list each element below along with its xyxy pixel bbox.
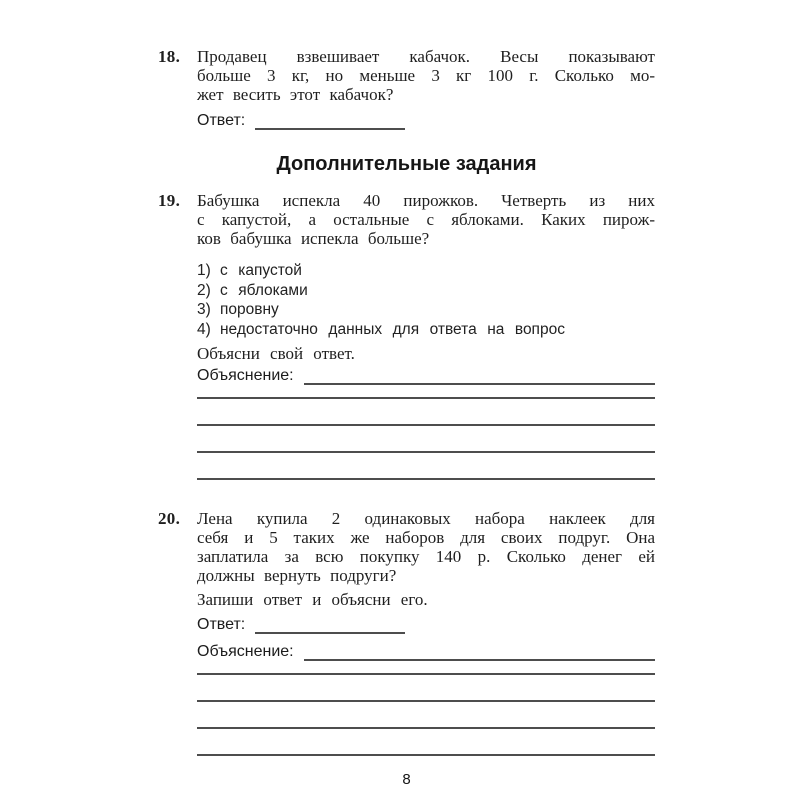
problem-text-line: себя и 5 таких же наборов для своих подруг. Она <box>197 528 655 547</box>
write-line <box>197 385 655 399</box>
problem-text-line: с капустой, а остальные с яблоками. Каких пирож- <box>197 210 655 229</box>
problem-19-options <box>197 261 655 339</box>
answer-write-line <box>255 114 405 130</box>
problem-18-paragraph <box>158 47 655 104</box>
explanation-label: Объяснение: <box>197 643 294 660</box>
problem-text-line: Бабушка испекла 40 пирожков. Четверть из них <box>197 191 655 210</box>
problem-text-line: жет весить этот кабачок? <box>197 85 394 104</box>
problem-20-explanation-row <box>197 642 655 661</box>
option-row <box>197 281 655 301</box>
problem-text-line: Лена купила 2 одинаковых набора наклеек для <box>197 509 655 528</box>
option-number: 3) <box>197 301 211 318</box>
option-row <box>197 300 655 320</box>
option-row <box>197 261 655 281</box>
option-text: недостаточно данных для ответа на вопрос <box>220 320 565 338</box>
problem-18-answer-row <box>197 111 655 130</box>
problem-20-write-lines <box>197 661 655 756</box>
explanation-label: Объяснение: <box>197 367 294 384</box>
answer-write-line <box>255 618 405 634</box>
write-line <box>197 675 655 702</box>
problem-18 <box>158 47 655 130</box>
write-line <box>197 702 655 729</box>
problem-20-answer-row <box>197 615 655 634</box>
answer-label: Ответ: <box>197 616 246 633</box>
problem-20-number: 20. <box>158 509 181 528</box>
option-text: с капустой <box>220 262 302 279</box>
section-title: Дополнительные задания <box>276 153 537 175</box>
problem-20 <box>158 509 655 756</box>
explanation-write-line <box>304 369 655 385</box>
option-number: 1) <box>197 262 211 279</box>
write-line <box>197 729 655 756</box>
problem-19-write-lines <box>197 385 655 480</box>
option-row <box>197 320 655 340</box>
write-line <box>197 426 655 453</box>
option-text: поровну <box>220 301 279 318</box>
answer-label: Ответ: <box>197 112 246 129</box>
problem-text-line: должны вернуть подруги? <box>197 566 397 585</box>
write-line <box>197 661 655 675</box>
explanation-write-line <box>304 645 655 661</box>
problem-text-line: Продавец взвешивает кабачок. Весы показывают <box>197 47 655 66</box>
problem-20-instruction: Запиши ответ и объясни его. <box>197 590 428 609</box>
option-number: 4) <box>197 320 211 338</box>
page-number: 8 <box>402 771 411 788</box>
write-line <box>197 399 655 426</box>
page-content <box>158 47 655 789</box>
write-line <box>197 453 655 480</box>
problem-18-number: 18. <box>158 47 181 66</box>
problem-19-explanation-row <box>197 366 655 385</box>
problem-19-number: 19. <box>158 191 181 210</box>
option-text: с яблоками <box>220 281 308 299</box>
problem-text-line: ков бабушка испекла больше? <box>197 229 430 248</box>
problem-18-text <box>197 47 655 104</box>
problem-text-line: больше 3 кг, но меньше 3 кг 100 г. Сколько мо- <box>197 66 655 85</box>
problem-19-paragraph <box>158 191 655 248</box>
problem-20-paragraph <box>158 509 655 585</box>
problem-19-instruction: Объясни свой ответ. <box>197 344 355 363</box>
problem-19-text <box>197 191 655 248</box>
option-number: 2) <box>197 281 211 299</box>
problem-text-line: заплатила за всю покупку 140 р. Сколько денег ей <box>197 547 655 566</box>
problem-19 <box>158 191 655 480</box>
problem-20-text <box>197 509 655 585</box>
